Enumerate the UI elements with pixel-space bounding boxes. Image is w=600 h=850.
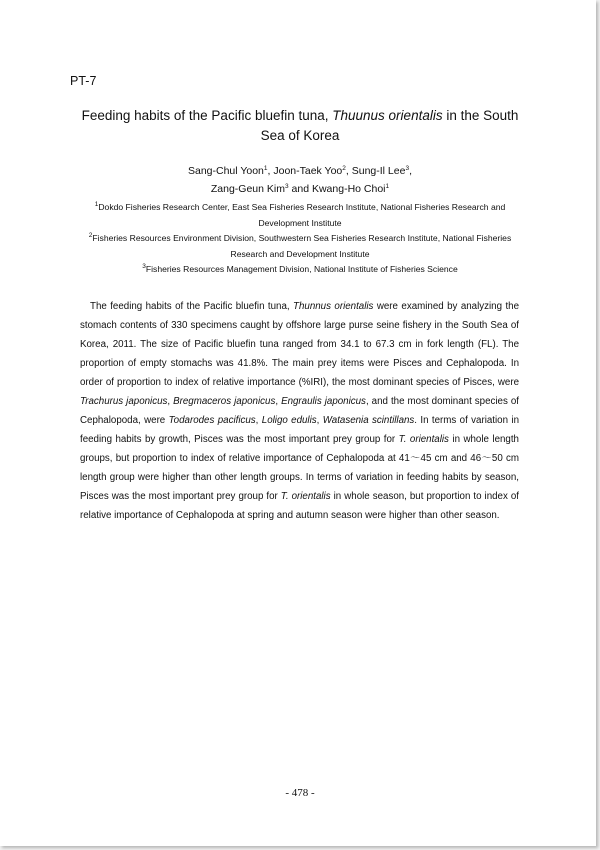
abstract-text: were examined by analyzing the stomach contents of 330 specimens caught by offshore large purse seine fishery in the South Sea of Korea, 2011. The size of Pacific bluefin tuna ranged from 34.1 to 67.3 cm in fork length (FL). The proportion of empty stomachs was 41.8%. The main prey items were Pisces and Cephalopoda. In order of proportion to index of relative importance (%IRI), the most dominant species of Pisces, were	[80, 301, 520, 388]
affiliation-mark: 2	[88, 232, 93, 240]
abstract-text: in whole length groups, but proportion to index of relative importance of Cephalopoda at 41～45 cm and 46～50 cm length group were higher than other length groups. In terms of variation in feeding habits by season, Pisces was the most important prey group for	[80, 434, 519, 502]
affiliation-mark: 3	[142, 263, 146, 271]
author-name: Kwang-Ho Choi	[311, 183, 386, 195]
species-name: Engraulis japonicus	[281, 396, 366, 407]
author-separator: ,	[345, 165, 352, 177]
species-name: Bregmaceros japonicus	[173, 396, 276, 407]
abstract-text: ,	[316, 415, 323, 426]
species-name: T. orientalis	[280, 491, 331, 502]
abstract-text: , and the most dominant species of Cephalopoda, were	[80, 396, 520, 426]
page-number: - 478 -	[285, 787, 315, 799]
abstract-paragraph	[80, 297, 519, 525]
author-name: Sang-Chul Yoon	[187, 165, 264, 177]
author-separator: and	[288, 183, 312, 195]
author-affiliation-mark: 2	[342, 165, 346, 172]
author-affiliation-mark: 3	[405, 165, 410, 172]
title-suffix: in the South Sea of Korea	[260, 108, 519, 143]
abstract-text: . In terms of variation in feeding habits by growth, Pisces was the most important prey group for	[80, 415, 519, 445]
species-name: Thunnus orientalis	[293, 301, 374, 312]
abstract-text: ,	[255, 415, 262, 426]
affiliation-text: Fisheries Resources Management Division, National Institute of Fisheries Science	[145, 264, 458, 275]
species-name: Watasenia scintillans	[322, 415, 415, 426]
abstract-text: ,	[167, 396, 174, 407]
author-affiliation-mark: 3	[284, 183, 289, 190]
title-prefix: Feeding habits of the Pacific bluefin tuna,	[81, 108, 333, 123]
session-code: PT-7	[70, 74, 97, 88]
author-name: Joon-Taek Yoo	[273, 165, 343, 177]
affiliation-item	[74, 231, 526, 262]
abstract	[80, 297, 519, 525]
affiliation-item	[74, 200, 526, 231]
author-name: Zang-Geun Kim	[210, 183, 285, 195]
affiliation-mark: 1	[94, 201, 99, 208]
affiliation-item	[74, 262, 526, 278]
abstract-text: The feeding habits of the Pacific bluefin tuna,	[90, 301, 294, 312]
author-separator: ,	[409, 165, 412, 177]
author-affiliation-mark: 1	[385, 183, 390, 190]
title-species: Thuunus orientalis	[332, 108, 443, 123]
species-name: Loligo edulis	[261, 415, 317, 426]
affiliation-text: Dokdo Fisheries Research Center, East Sea Fisheries Research Institute, National Fisheries Research and Development Institute	[98, 202, 506, 228]
abstract-text: in whole season, but proportion to index of relative importance of Cephalopoda at spring and autumn season were higher than other season.	[80, 491, 519, 521]
species-name: Trachurus japonicus	[80, 396, 168, 407]
species-name: T. orientalis	[398, 434, 449, 445]
author-separator: ,	[267, 165, 274, 177]
author-affiliation-mark: 1	[263, 165, 268, 172]
author-name: Sung-Il Lee	[351, 165, 406, 177]
species-name: Todarodes pacificus	[168, 415, 256, 426]
affiliation-list	[74, 200, 526, 278]
paper-title	[70, 106, 530, 146]
author-list	[70, 162, 530, 198]
abstract-text: ,	[275, 396, 282, 407]
affiliation-text: Fisheries Resources Environment Division, Southwestern Sea Fisheries Research Institute, National Fisheries Research and Development Institute	[92, 233, 512, 259]
